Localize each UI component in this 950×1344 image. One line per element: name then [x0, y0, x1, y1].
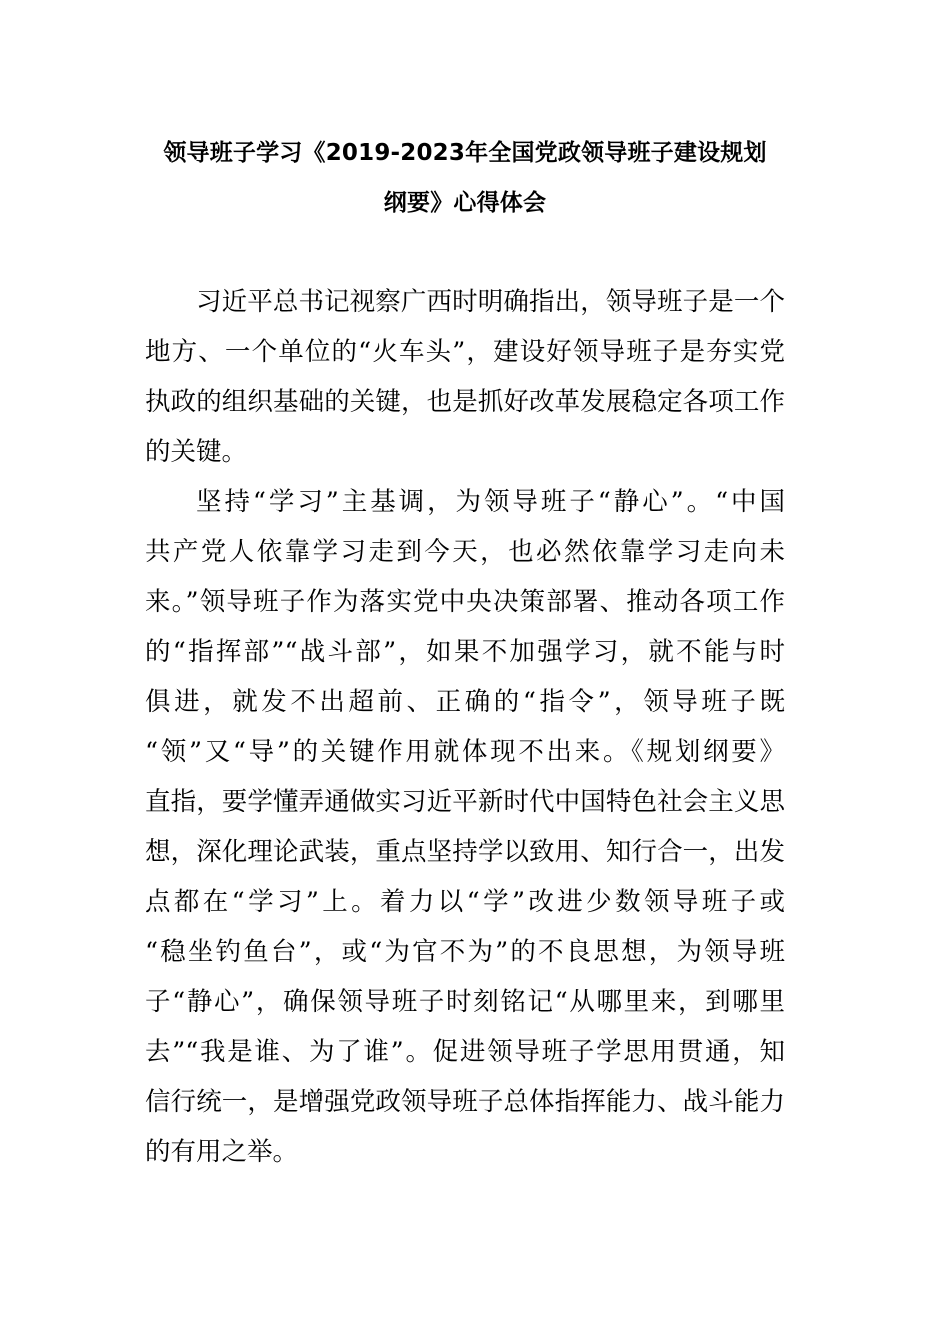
text-line: 去”“我是谁、为了谁”。促进领导班子学思用贯通，知: [145, 1037, 785, 1067]
text-line: 点都在“学习”上。着力以“学”改进少数领导班子或: [145, 887, 785, 917]
text-line: 想，深化理论武装，重点坚持学以致用、知行合一，出发: [145, 837, 785, 867]
title-line: 领导班子学习《2019-2023年全国党政领导班子建设规划: [163, 140, 767, 166]
paragraph-2: [145, 477, 785, 1177]
text-line: 的关键。: [145, 437, 248, 467]
title-line: 纲要》心得体会: [383, 190, 547, 216]
text-line: 信行统一，是增强党政领导班子总体指挥能力、战斗能力: [145, 1087, 785, 1117]
text-line: “稳坐钓鱼台”，或“为官不为”的不良思想，为领导班: [145, 937, 785, 967]
text-line: “领”又“导”的关键作用就体现不出来。《规划纲要》: [145, 737, 785, 767]
document-title: [145, 128, 785, 228]
text-line: 坚持“学习”主基调，为领导班子“静心”。“中国: [196, 487, 785, 517]
document-body: [145, 277, 785, 1177]
text-line: 地方、一个单位的“火车头”，建设好领导班子是夯实党: [145, 337, 785, 367]
text-line: 习近平总书记视察广西时明确指出，领导班子是一个: [196, 287, 785, 317]
text-line: 执政的组织基础的关键，也是抓好改革发展稳定各项工作: [145, 387, 785, 417]
text-line: 的“指挥部”“战斗部”，如果不加强学习，就不能与时: [145, 637, 785, 667]
text-line: 直指，要学懂弄通做实习近平新时代中国特色社会主义思: [145, 787, 785, 817]
paragraph-1: [145, 277, 785, 477]
text-line: 共产党人依靠学习走到今天，也必然依靠学习走向未: [145, 537, 785, 567]
text-line: 子“静心”，确保领导班子时刻铭记“从哪里来，到哪里: [145, 987, 785, 1017]
text-line: 来。”领导班子作为落实党中央决策部署、推动各项工作: [145, 587, 785, 617]
text-line: 的有用之举。: [145, 1137, 299, 1167]
text-line: 俱进，就发不出超前、正确的“指令”，领导班子既: [145, 687, 785, 717]
